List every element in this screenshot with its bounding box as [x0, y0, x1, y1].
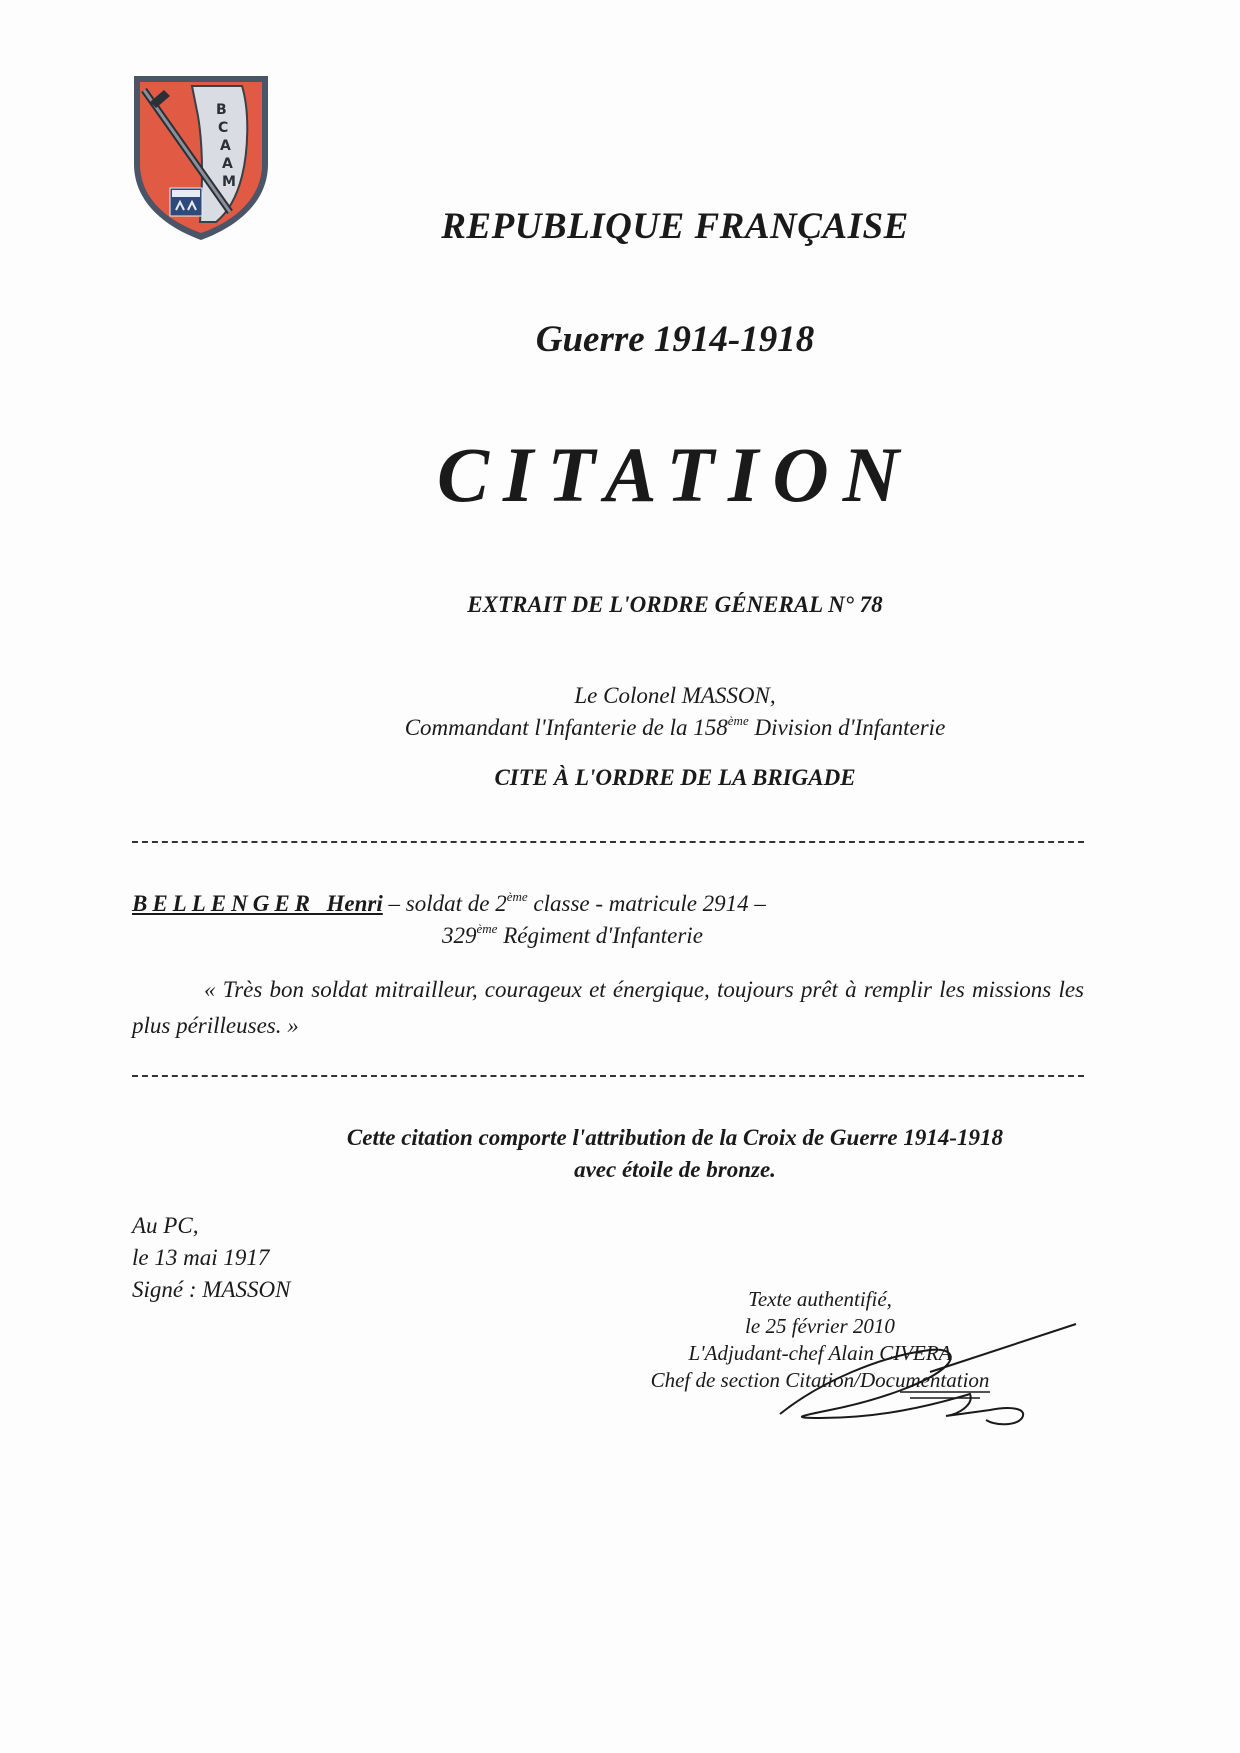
auth-title: Chef de section Citation/Documentation [650, 1368, 990, 1392]
soldier-regiment: 329ème Régiment d'Infanterie [442, 921, 703, 948]
svg-text:A: A [220, 138, 231, 154]
award-line: avec étoile de bronze. [574, 1157, 776, 1182]
separator-line [132, 1075, 1084, 1077]
emblem-letter-1: B [216, 102, 227, 118]
colonel-command: Commandant l'Infanterie de la 158ème Division d'Infanterie [404, 713, 946, 740]
order-extract: EXTRAIT DE L'ORDRE GÉNERAL N° 78 [467, 592, 883, 617]
cite-order: CITE À L'ORDRE DE LA BRIGADE [494, 765, 856, 790]
war-title: Guerre 1914-1918 [535, 319, 815, 360]
republic-title: REPUBLIQUE FRANÇAISE [441, 206, 909, 247]
svg-text:A: A [222, 156, 233, 172]
colonel-name: Le Colonel MASSON, [574, 683, 776, 708]
separator-line [132, 841, 1084, 843]
soldier-name: BELLENGER Henri [132, 891, 383, 916]
soldier-line: BELLENGER Henri – soldat de 2ème classe - matricule 2914 – [132, 889, 766, 916]
svg-text:C: C [218, 120, 229, 136]
auth-line: Texte authentifié, [748, 1287, 892, 1311]
auth-date: le 25 février 2010 [745, 1314, 895, 1338]
signed-line: Signé : MASSON [132, 1277, 291, 1302]
award-block [0, 1122, 1240, 1186]
award-line: Cette citation comporte l'attribution de la Croix de Guerre 1914-1918 [346, 1125, 1004, 1150]
citation-quote: « Très bon soldat mitrailleur, courageux et énergique, toujours prêt à remplir les missions les plus périlleuses. » [132, 977, 1084, 1038]
auth-signatory: L'Adjudant-chef Alain CIVERA [688, 1341, 952, 1365]
place-line: Au PC, [132, 1213, 199, 1238]
date-line: le 13 mai 1917 [132, 1245, 270, 1270]
svg-text:M: M [222, 174, 236, 190]
soldier-block [132, 888, 1084, 952]
place-date-block [132, 1210, 290, 1306]
colonel-block [0, 680, 1240, 744]
citation-title: CITATION [436, 431, 914, 518]
handwritten-signature [760, 1322, 1080, 1440]
